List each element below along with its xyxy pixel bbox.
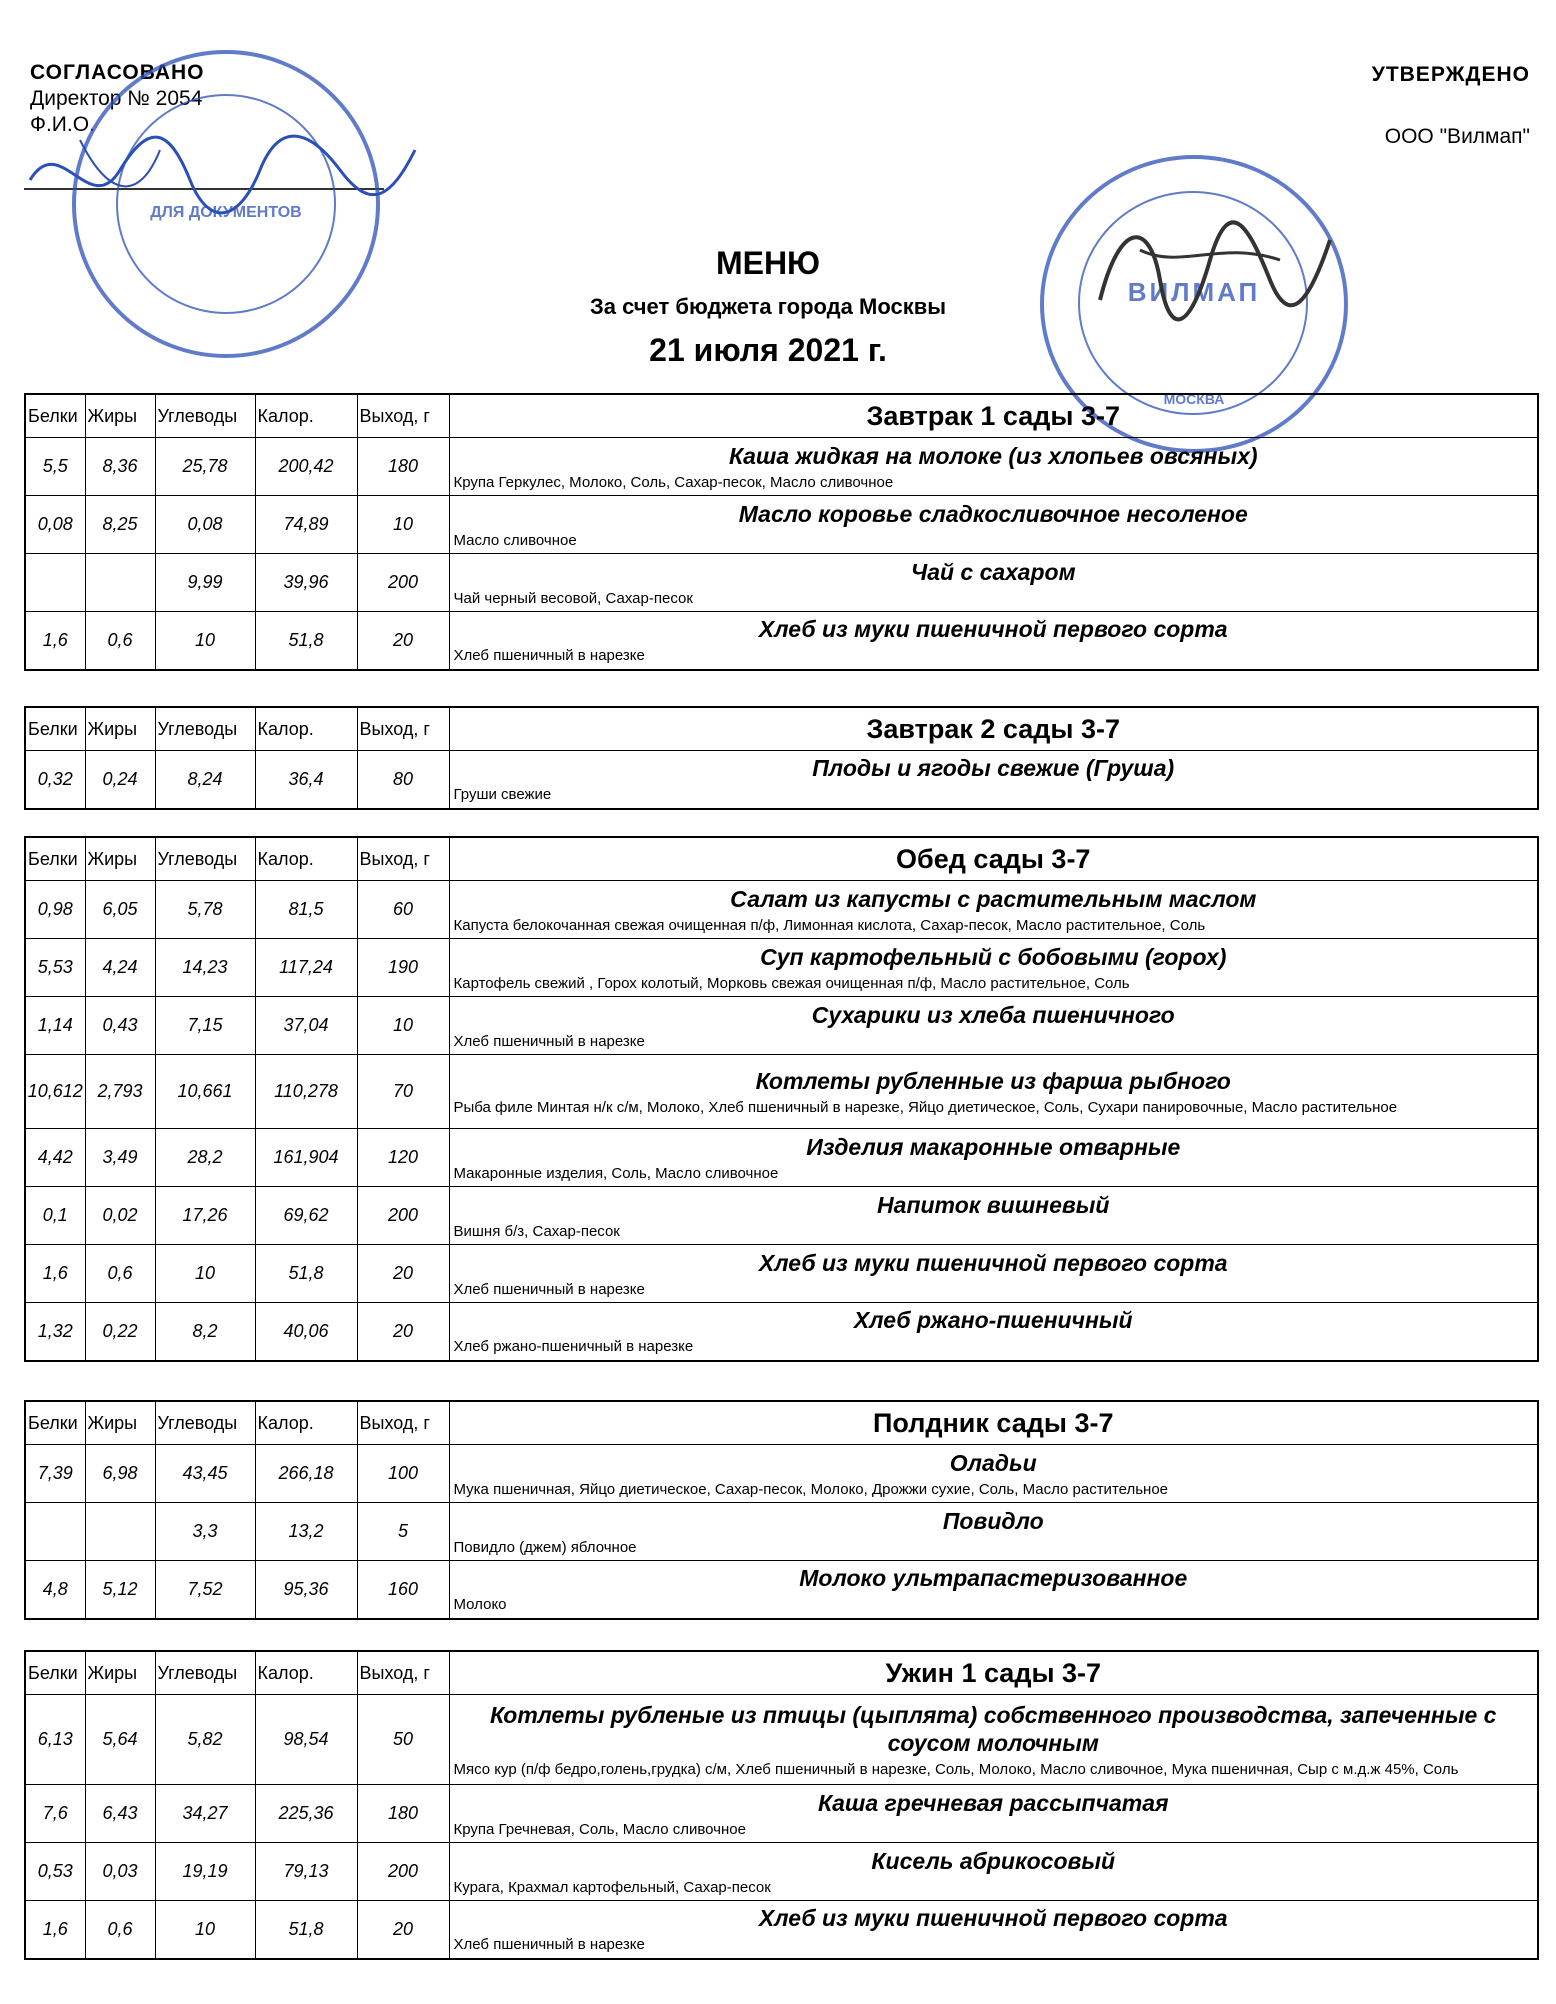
page-title: МЕНЮ	[715, 245, 821, 281]
dish-name: Салат из капусты с растительным маслом	[730, 885, 1257, 912]
school-stamp-text: ДЛЯ ДОКУМЕНТОВ	[150, 204, 302, 221]
table-row	[25, 939, 1538, 997]
dish-ingredients: Хлеб пшеничный в нарезке	[453, 1936, 645, 1954]
table-row	[25, 1695, 1538, 1785]
table-row	[25, 1245, 1538, 1303]
dish-name: Напиток вишневый	[877, 1191, 1110, 1218]
column-header: Жиры	[85, 1651, 155, 1695]
dish-ingredients: Хлеб пшеничный в нарезке	[453, 1032, 645, 1050]
portion-cell: 70	[357, 1055, 449, 1129]
dish-name: Оладьи	[949, 1449, 1037, 1476]
portion-cell: 50	[357, 1695, 449, 1785]
protein-cell: 0,08	[25, 496, 85, 554]
section-title: Обед сады 3-7	[449, 837, 1538, 881]
calories-cell: 200,42	[255, 438, 357, 496]
column-header: Выход, г	[357, 837, 449, 881]
company-stamp-city: МОСКВА	[1163, 391, 1225, 407]
dish-cell	[449, 939, 1538, 997]
column-header: Жиры	[85, 1401, 155, 1445]
dish-name: Котлеты рубленые из птицы (цыплята) собственного производства, запеченные с соусом молочным	[490, 1701, 1497, 1756]
page-subtitle: За счет бюджета города Москвы	[589, 294, 947, 319]
calories-cell: 79,13	[255, 1843, 357, 1901]
fat-cell: 0,02	[85, 1187, 155, 1245]
dish-ingredients: Повидло (джем) яблочное	[453, 1538, 637, 1556]
dish-ingredients: Капуста белокочанная свежая очищенная п/ф, Лимонная кислота, Сахар-песок, Масло растительное, Соль	[453, 916, 1206, 934]
dish-name: Котлеты рубленные из фарша рыбного	[755, 1067, 1231, 1094]
table-row	[25, 1055, 1538, 1129]
calories-cell: 51,8	[255, 1245, 357, 1303]
carbs-cell: 8,24	[155, 751, 255, 809]
column-header: Калор.	[255, 837, 357, 881]
dish-name: Кисель абрикосовый	[871, 1847, 1116, 1874]
menu-section	[24, 1650, 1539, 1960]
portion-cell: 180	[357, 438, 449, 496]
calories-cell: 51,8	[255, 1901, 357, 1959]
table-row	[25, 1785, 1538, 1843]
dish-cell	[449, 612, 1538, 670]
menu-date: 21 июля 2021 г.	[649, 332, 887, 368]
fat-cell: 0,6	[85, 1901, 155, 1959]
table-header-row	[25, 707, 1538, 751]
agreed-label: СОГЛАСОВАНО	[30, 61, 205, 84]
dish-name: Молоко ультрапастеризованное	[799, 1565, 1188, 1592]
column-header: Углеводы	[155, 1651, 255, 1695]
carbs-cell: 25,78	[155, 438, 255, 496]
dish-name: Хлеб из муки пшеничной первого сорта	[758, 1249, 1228, 1276]
calories-cell: 110,278	[255, 1055, 357, 1129]
portion-cell: 200	[357, 1187, 449, 1245]
dish-name: Хлеб из муки пшеничной первого сорта	[758, 1905, 1228, 1932]
column-header: Калор.	[255, 707, 357, 751]
calories-cell: 51,8	[255, 612, 357, 670]
fat-cell: 5,12	[85, 1561, 155, 1619]
dish-ingredients: Хлеб пшеничный в нарезке	[453, 647, 645, 665]
table-row	[25, 881, 1538, 939]
dish-name: Изделия макаронные отварные	[806, 1133, 1181, 1160]
dish-name: Каша гречневая рассыпчатая	[817, 1789, 1169, 1816]
dish-name: Хлеб из муки пшеничной первого сорта	[758, 616, 1228, 643]
table-row	[25, 751, 1538, 809]
calories-cell: 13,2	[255, 1503, 357, 1561]
dish-name: Чай с сахаром	[910, 558, 1076, 585]
menu-section	[24, 1400, 1539, 1620]
calories-cell: 161,904	[255, 1129, 357, 1187]
director-label: Директор № 2054	[30, 87, 203, 110]
dish-ingredients: Картофель свежий , Горох колотый, Морковь свежая очищенная п/ф, Масло растительное, Соль	[453, 974, 1130, 992]
dish-name: Масло коровье сладкосливочное несоленое	[738, 500, 1248, 527]
table-header-row	[25, 1651, 1538, 1695]
menu-table	[24, 836, 1539, 1362]
org-name: ООО "Вилмап"	[1384, 125, 1530, 148]
dish-cell	[449, 1187, 1538, 1245]
column-header: Углеводы	[155, 1401, 255, 1445]
column-header: Калор.	[255, 394, 357, 438]
dish-name: Плоды и ягоды свежие (Груша)	[812, 755, 1175, 782]
carbs-cell: 5,78	[155, 881, 255, 939]
table-row	[25, 438, 1538, 496]
dish-cell	[449, 1245, 1538, 1303]
carbs-cell: 9,99	[155, 554, 255, 612]
column-header: Жиры	[85, 837, 155, 881]
calories-cell: 81,5	[255, 881, 357, 939]
approved-label: УТВЕРЖДЕНО	[1371, 63, 1530, 86]
fat-cell: 6,05	[85, 881, 155, 939]
dish-cell	[449, 1561, 1538, 1619]
column-header: Калор.	[255, 1651, 357, 1695]
table-row	[25, 1445, 1538, 1503]
dish-cell	[449, 751, 1538, 809]
dish-cell	[449, 1503, 1538, 1561]
protein-cell: 1,6	[25, 1901, 85, 1959]
carbs-cell: 10,661	[155, 1055, 255, 1129]
fat-cell: 0,6	[85, 612, 155, 670]
protein-cell: 7,6	[25, 1785, 85, 1843]
fat-cell: 2,793	[85, 1055, 155, 1129]
carbs-cell: 10	[155, 612, 255, 670]
dish-cell	[449, 881, 1538, 939]
portion-cell: 160	[357, 1561, 449, 1619]
dish-ingredients: Молоко	[453, 1596, 507, 1614]
section-title: Завтрак 2 сады 3-7	[449, 707, 1538, 751]
menu-table	[24, 1650, 1539, 1960]
company-stamp-text: ВИЛМАП	[1127, 277, 1261, 307]
dish-ingredients: Крупа Геркулес, Молоко, Соль, Сахар-песок, Масло сливочное	[453, 473, 894, 491]
fat-cell: 6,43	[85, 1785, 155, 1843]
carbs-cell: 10	[155, 1901, 255, 1959]
table-header-row	[25, 837, 1538, 881]
dish-cell	[449, 1445, 1538, 1503]
carbs-cell: 14,23	[155, 939, 255, 997]
calories-cell: 225,36	[255, 1785, 357, 1843]
column-header: Выход, г	[357, 394, 449, 438]
table-row	[25, 997, 1538, 1055]
dish-cell	[449, 1785, 1538, 1843]
calories-cell: 37,04	[255, 997, 357, 1055]
portion-cell: 100	[357, 1445, 449, 1503]
dish-cell	[449, 1303, 1538, 1361]
portion-cell: 200	[357, 554, 449, 612]
dish-ingredients: Крупа Гречневая, Соль, Масло сливочное	[453, 1820, 746, 1838]
fat-cell: 3,49	[85, 1129, 155, 1187]
portion-cell: 60	[357, 881, 449, 939]
dish-cell	[449, 496, 1538, 554]
dish-ingredients: Мука пшеничная, Яйцо диетическое, Сахар-песок, Молоко, Дрожжи сухие, Соль, Масло растительное	[453, 1480, 1169, 1498]
table-row	[25, 1901, 1538, 1959]
protein-cell: 4,8	[25, 1561, 85, 1619]
carbs-cell: 28,2	[155, 1129, 255, 1187]
protein-cell: 0,1	[25, 1187, 85, 1245]
table-row	[25, 1843, 1538, 1901]
dish-cell	[449, 1901, 1538, 1959]
protein-cell: 1,32	[25, 1303, 85, 1361]
protein-cell: 5,53	[25, 939, 85, 997]
dish-ingredients: Груши свежие	[453, 786, 552, 804]
dish-ingredients: Вишня б/з, Сахар-песок	[453, 1222, 620, 1240]
protein-cell: 5,5	[25, 438, 85, 496]
column-header: Углеводы	[155, 707, 255, 751]
column-header: Углеводы	[155, 394, 255, 438]
dish-cell	[449, 554, 1538, 612]
table-row	[25, 1303, 1538, 1361]
column-header: Выход, г	[357, 707, 449, 751]
dish-ingredients: Чай черный весовой, Сахар-песок	[453, 589, 693, 607]
portion-cell: 120	[357, 1129, 449, 1187]
fat-cell: 8,36	[85, 438, 155, 496]
fat-cell: 0,6	[85, 1245, 155, 1303]
calories-cell: 40,06	[255, 1303, 357, 1361]
protein-cell: 6,13	[25, 1695, 85, 1785]
menu-table	[24, 706, 1539, 810]
section-title: Полдник сады 3-7	[449, 1401, 1538, 1445]
menu-section	[24, 706, 1539, 810]
approval-block	[1372, 62, 1530, 150]
carbs-cell: 34,27	[155, 1785, 255, 1843]
protein-cell: 4,42	[25, 1129, 85, 1187]
dish-ingredients: Курага, Крахмал картофельный, Сахар-песок	[453, 1878, 771, 1896]
column-header: Белки	[25, 1401, 85, 1445]
dish-name: Повидло	[942, 1507, 1044, 1534]
fat-cell: 0,22	[85, 1303, 155, 1361]
dish-ingredients: Мясо кур (п/ф бедро,голень,грудка) с/м, Хлеб пшеничный в нарезке, Соль, Молоко, Масло сливочное, Мука пшеничная, Сыр с м.д.ж 45%, Соль	[453, 1760, 1459, 1778]
protein-cell	[25, 1503, 85, 1561]
column-header: Углеводы	[155, 837, 255, 881]
carbs-cell: 5,82	[155, 1695, 255, 1785]
fat-cell	[85, 1503, 155, 1561]
protein-cell: 0,32	[25, 751, 85, 809]
protein-cell: 1,6	[25, 1245, 85, 1303]
table-row	[25, 1561, 1538, 1619]
calories-cell: 95,36	[255, 1561, 357, 1619]
dish-ingredients: Макаронные изделия, Соль, Масло сливочное	[453, 1164, 779, 1182]
dish-ingredients: Хлеб ржано-пшеничный в нарезке	[453, 1338, 694, 1356]
dish-name: Каша жидкая на молоке (из хлопьев овсяных)	[728, 442, 1258, 469]
carbs-cell: 17,26	[155, 1187, 255, 1245]
fat-cell: 0,03	[85, 1843, 155, 1901]
fat-cell: 6,98	[85, 1445, 155, 1503]
portion-cell: 200	[357, 1843, 449, 1901]
column-header: Белки	[25, 1651, 85, 1695]
portion-cell: 20	[357, 612, 449, 670]
table-header-row	[25, 1401, 1538, 1445]
dish-ingredients: Масло сливочное	[453, 531, 577, 549]
dish-ingredients: Рыба филе Минтая н/к с/м, Молоко, Хлеб пшеничный в нарезке, Яйцо диетическое, Соль, Сухари панировочные, Масло растительное	[453, 1098, 1398, 1116]
portion-cell: 5	[357, 1503, 449, 1561]
column-header: Белки	[25, 707, 85, 751]
table-row	[25, 1129, 1538, 1187]
calories-cell: 98,54	[255, 1695, 357, 1785]
column-header: Выход, г	[357, 1401, 449, 1445]
fat-cell: 4,24	[85, 939, 155, 997]
column-header: Калор.	[255, 1401, 357, 1445]
fio-label: Ф.И.О.	[30, 113, 95, 136]
protein-cell	[25, 554, 85, 612]
portion-cell: 10	[357, 997, 449, 1055]
fat-cell: 0,24	[85, 751, 155, 809]
menu-table	[24, 393, 1539, 671]
table-header-row	[25, 394, 1538, 438]
calories-cell: 117,24	[255, 939, 357, 997]
section-title: Завтрак 1 сады 3-7	[449, 394, 1538, 438]
carbs-cell: 43,45	[155, 1445, 255, 1503]
fat-cell: 5,64	[85, 1695, 155, 1785]
carbs-cell: 7,15	[155, 997, 255, 1055]
portion-cell: 20	[357, 1303, 449, 1361]
calories-cell: 36,4	[255, 751, 357, 809]
protein-cell: 1,6	[25, 612, 85, 670]
fat-cell: 0,43	[85, 997, 155, 1055]
dish-name: Суп картофельный с бобовыми (горох)	[760, 943, 1227, 970]
carbs-cell: 0,08	[155, 496, 255, 554]
menu-section	[24, 836, 1539, 1362]
portion-cell: 180	[357, 1785, 449, 1843]
fat-cell	[85, 554, 155, 612]
carbs-cell: 19,19	[155, 1843, 255, 1901]
section-title: Ужин 1 сады 3-7	[449, 1651, 1538, 1695]
column-header: Жиры	[85, 394, 155, 438]
dish-cell	[449, 1129, 1538, 1187]
calories-cell: 74,89	[255, 496, 357, 554]
carbs-cell: 7,52	[155, 1561, 255, 1619]
dish-name: Сухарики из хлеба пшеничного	[811, 1001, 1175, 1028]
dish-cell	[449, 1843, 1538, 1901]
carbs-cell: 3,3	[155, 1503, 255, 1561]
calories-cell: 266,18	[255, 1445, 357, 1503]
protein-cell: 0,53	[25, 1843, 85, 1901]
portion-cell: 190	[357, 939, 449, 997]
column-header: Жиры	[85, 707, 155, 751]
carbs-cell: 10	[155, 1245, 255, 1303]
table-row	[25, 612, 1538, 670]
portion-cell: 20	[357, 1901, 449, 1959]
calories-cell: 69,62	[255, 1187, 357, 1245]
portion-cell: 20	[357, 1245, 449, 1303]
table-row	[25, 496, 1538, 554]
portion-cell: 80	[357, 751, 449, 809]
protein-cell: 10,612	[25, 1055, 85, 1129]
table-row	[25, 554, 1538, 612]
column-header: Белки	[25, 837, 85, 881]
table-row	[25, 1503, 1538, 1561]
protein-cell: 1,14	[25, 997, 85, 1055]
menu-section	[24, 393, 1539, 671]
dish-name: Хлеб ржано-пшеничный	[853, 1307, 1133, 1334]
dish-cell	[449, 1695, 1538, 1785]
dish-cell	[449, 438, 1538, 496]
title-block	[0, 245, 1556, 369]
dish-cell	[449, 1055, 1538, 1129]
table-row	[25, 1187, 1538, 1245]
dish-ingredients: Хлеб пшеничный в нарезке	[453, 1280, 645, 1298]
menu-table	[24, 1400, 1539, 1620]
dish-cell	[449, 997, 1538, 1055]
left-signature	[20, 110, 420, 230]
protein-cell: 7,39	[25, 1445, 85, 1503]
protein-cell: 0,98	[25, 881, 85, 939]
column-header: Белки	[25, 394, 85, 438]
carbs-cell: 8,2	[155, 1303, 255, 1361]
column-header: Выход, г	[357, 1651, 449, 1695]
calories-cell: 39,96	[255, 554, 357, 612]
portion-cell: 10	[357, 496, 449, 554]
fat-cell: 8,25	[85, 496, 155, 554]
